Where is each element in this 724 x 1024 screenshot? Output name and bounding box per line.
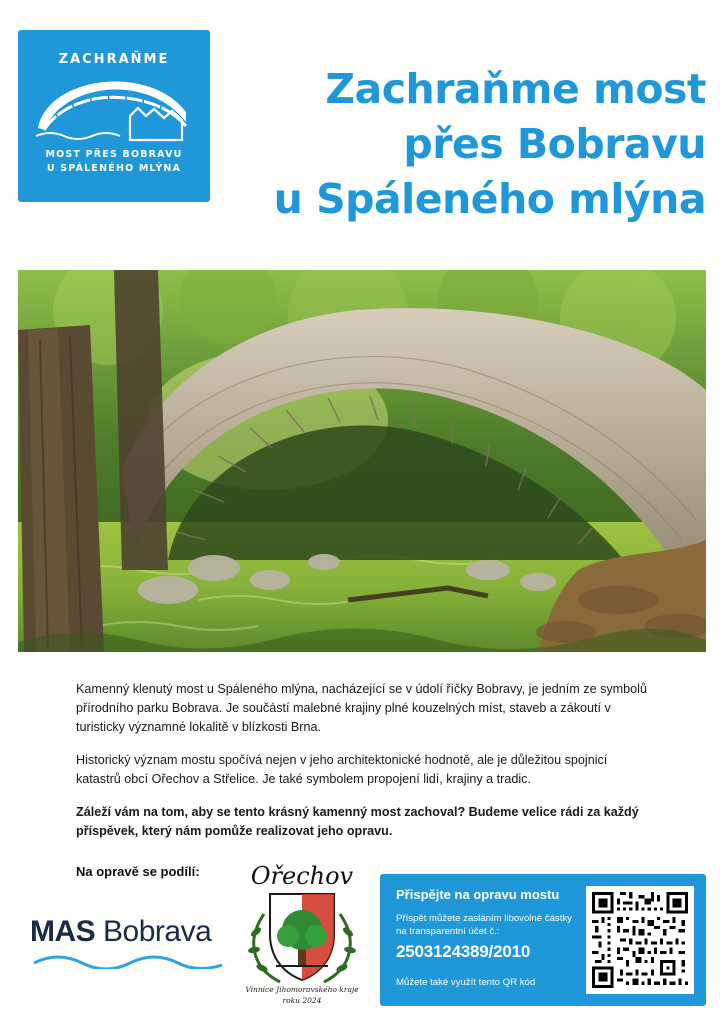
orechov-motto-line1: Vinnice Jihomoravského kraje <box>245 985 359 994</box>
bridge-photo-illustration <box>18 270 706 652</box>
qr-code[interactable] <box>586 886 694 994</box>
body-text <box>76 680 652 855</box>
mas-bobrava-logo <box>30 915 230 971</box>
page-title <box>214 62 706 227</box>
campaign-logo-subtitle-line1: MOST PŘES BOBRAVU <box>45 149 183 160</box>
donate-account-number: 2503124389/2010 <box>396 942 531 961</box>
orechov-motto-line2: roku 2024 <box>282 996 322 1005</box>
qr-code-image <box>589 889 691 991</box>
orechov-name: Ořechov <box>250 862 354 890</box>
partners-label: Na opravě se podílí: <box>76 864 200 879</box>
campaign-logo-subtitle-line2: U SPÁLENÉHO MLÝNA <box>46 163 182 174</box>
campaign-logo-graphic <box>18 30 210 202</box>
page-title-line-3: u Spáleného mlýna <box>273 175 706 223</box>
body-paragraph-3: Záleží vám na tom, aby se tento krásný kamenný most zachoval? Budeme velice rádi za každý příspěvek, který nám pomůže realizovat jeho opravu. <box>76 805 639 838</box>
body-paragraph-2: Historický význam mostu spočívá nejen v jeho architektonické hodnotě, ale je důležitou spojnicí katastrů obcí Ořechov a Střelice. Je také symbolem propojení lidí, krajiny a tradic. <box>76 753 608 786</box>
page-title-line-2: přes Bobravu <box>403 120 706 168</box>
orechov-motto <box>240 984 364 1006</box>
mas-bobrava-light: Bobrava <box>103 915 212 948</box>
donate-qr-note: Můžete také využít tento QR kód <box>396 977 536 988</box>
donate-box <box>380 874 706 1006</box>
mas-bobrava-logo-text <box>30 915 230 949</box>
orechov-logo <box>240 862 364 1012</box>
campaign-logo <box>18 30 210 202</box>
campaign-logo-word: ZACHRAŇME <box>58 52 170 67</box>
campaign-logo-subtitle <box>18 148 210 176</box>
body-paragraph-1: Kamenný klenutý most u Spáleného mlýna, nacházející se v údolí říčky Bobravy, je jedním ze symbolů přírodního parku Bobrava. Je součástí malebné krajiny plné kouzelných míst, staveb a zákoutí v turisticky významné lokalitě v blízkosti Brna. <box>76 682 647 734</box>
orechov-coat-of-arms-icon <box>240 888 364 984</box>
poster-header <box>0 18 724 246</box>
donate-title: Přispějte na opravu mostu <box>396 887 560 902</box>
bridge-icon <box>34 66 194 152</box>
mas-bobrava-bold: MAS <box>30 915 96 948</box>
page-title-line-1: Zachraňme most <box>325 65 706 113</box>
donate-description: Příspět můžete zasláním libovolné částky na transparentní účet č.: <box>396 913 572 937</box>
wave-icon <box>30 951 226 969</box>
bridge-photo <box>18 270 706 652</box>
